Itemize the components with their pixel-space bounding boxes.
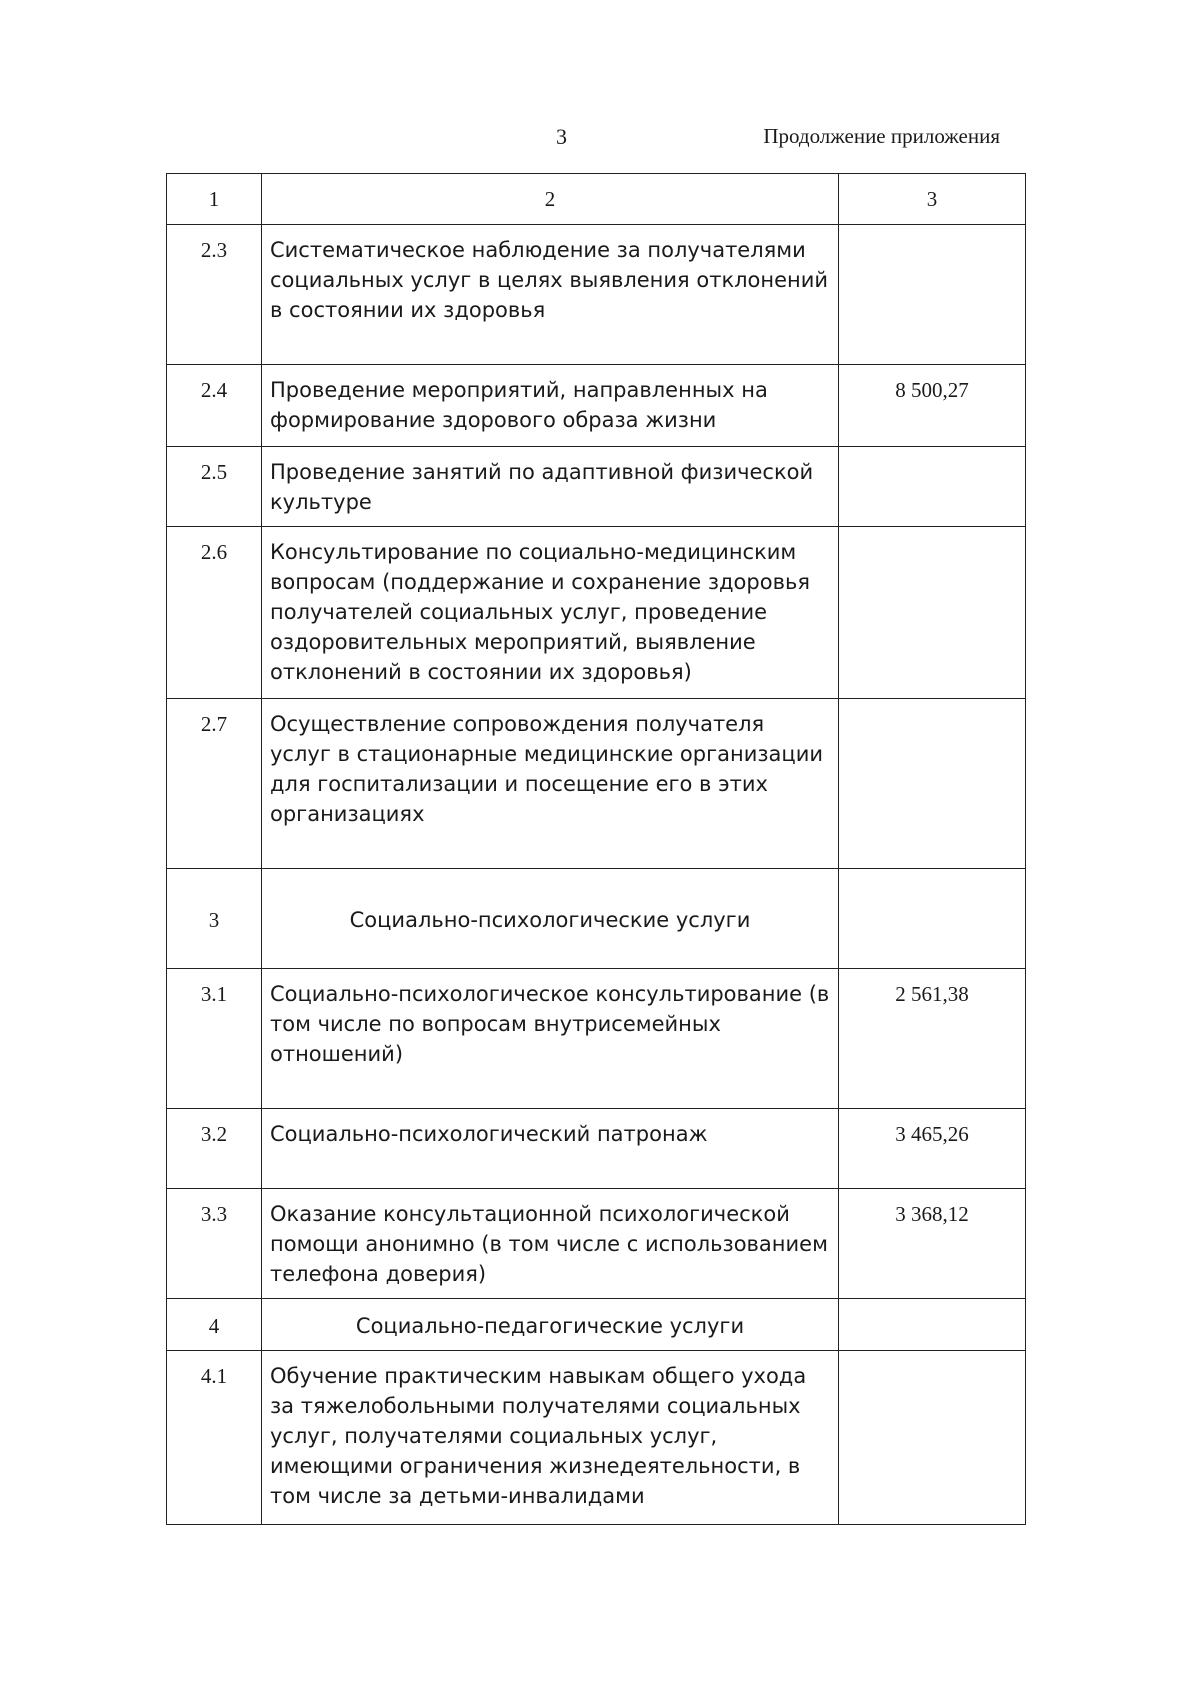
service-price [839, 699, 1026, 869]
section-row [167, 1299, 1026, 1351]
service-name: Оказание консультационной психологической помощи анонимно (в том числе с использованием телефона доверия) [262, 1189, 839, 1299]
service-price [839, 869, 1026, 969]
service-price: 3 465,26 [839, 1109, 1026, 1189]
table-row [167, 1189, 1026, 1299]
service-price: 8 500,27 [839, 365, 1026, 447]
row-number: 2.3 [167, 225, 262, 365]
row-number: 2.7 [167, 699, 262, 869]
service-price [839, 225, 1026, 365]
service-price: 2 561,38 [839, 969, 1026, 1109]
service-name: Осуществление сопровождения получателя услуг в стационарные медицинские организации для госпитализации и посещение его в этих организациях [262, 699, 839, 869]
column-header-2: 2 [262, 174, 839, 225]
continuation-label: Продолжение приложения [763, 124, 1000, 148]
service-name: Проведение занятий по адаптивной физической культуре [262, 447, 839, 527]
services-tariff-table [166, 173, 1026, 1525]
section-number: 3 [167, 869, 262, 969]
column-header-3: 3 [839, 174, 1026, 225]
column-header-1: 1 [167, 174, 262, 225]
service-name: Социально-психологический патронаж [262, 1109, 839, 1189]
section-title: Социально-психологические услуги [262, 869, 839, 969]
row-number: 3.2 [167, 1109, 262, 1189]
row-number: 4.1 [167, 1351, 262, 1525]
service-price: 3 368,12 [839, 1189, 1026, 1299]
table-row [167, 527, 1026, 699]
section-row [167, 869, 1026, 969]
services-table-container [166, 173, 1026, 1525]
row-number: 2.6 [167, 527, 262, 699]
table-row [167, 969, 1026, 1109]
table-row [167, 225, 1026, 365]
section-title: Социально-педагогические услуги [262, 1299, 839, 1351]
service-name: Обучение практическим навыкам общего ухода за тяжелобольными получателями социальных услуг, получателями социальных услуг, имеющими ограничения жизнедеятельности, в том числе за детьми-инвалидами [262, 1351, 839, 1525]
table-row [167, 699, 1026, 869]
row-number: 3.1 [167, 969, 262, 1109]
service-name: Систематическое наблюдение за получателями социальных услуг в целях выявления отклонений в состоянии их здоровья [262, 225, 839, 365]
section-number: 4 [167, 1299, 262, 1351]
service-name: Социально-психологическое консультирование (в том числе по вопросам внутрисемейных отношений) [262, 969, 839, 1109]
service-price [839, 447, 1026, 527]
row-number: 3.3 [167, 1189, 262, 1299]
table-row [167, 1351, 1026, 1525]
service-name: Консультирование по социально-медицинским вопросам (поддержание и сохранение здоровья получателей социальных услуг, проведение оздоровительных мероприятий, выявление отклонений в состоянии их здоровья) [262, 527, 839, 699]
service-price [839, 1351, 1026, 1525]
table-row [167, 365, 1026, 447]
service-price [839, 527, 1026, 699]
table-row [167, 447, 1026, 527]
table-header-row [167, 174, 1026, 225]
page-number: 3 [556, 124, 567, 149]
service-price [839, 1299, 1026, 1351]
row-number: 2.4 [167, 365, 262, 447]
table-row [167, 1109, 1026, 1189]
service-name: Проведение мероприятий, направленных на формирование здорового образа жизни [262, 365, 839, 447]
row-number: 2.5 [167, 447, 262, 527]
